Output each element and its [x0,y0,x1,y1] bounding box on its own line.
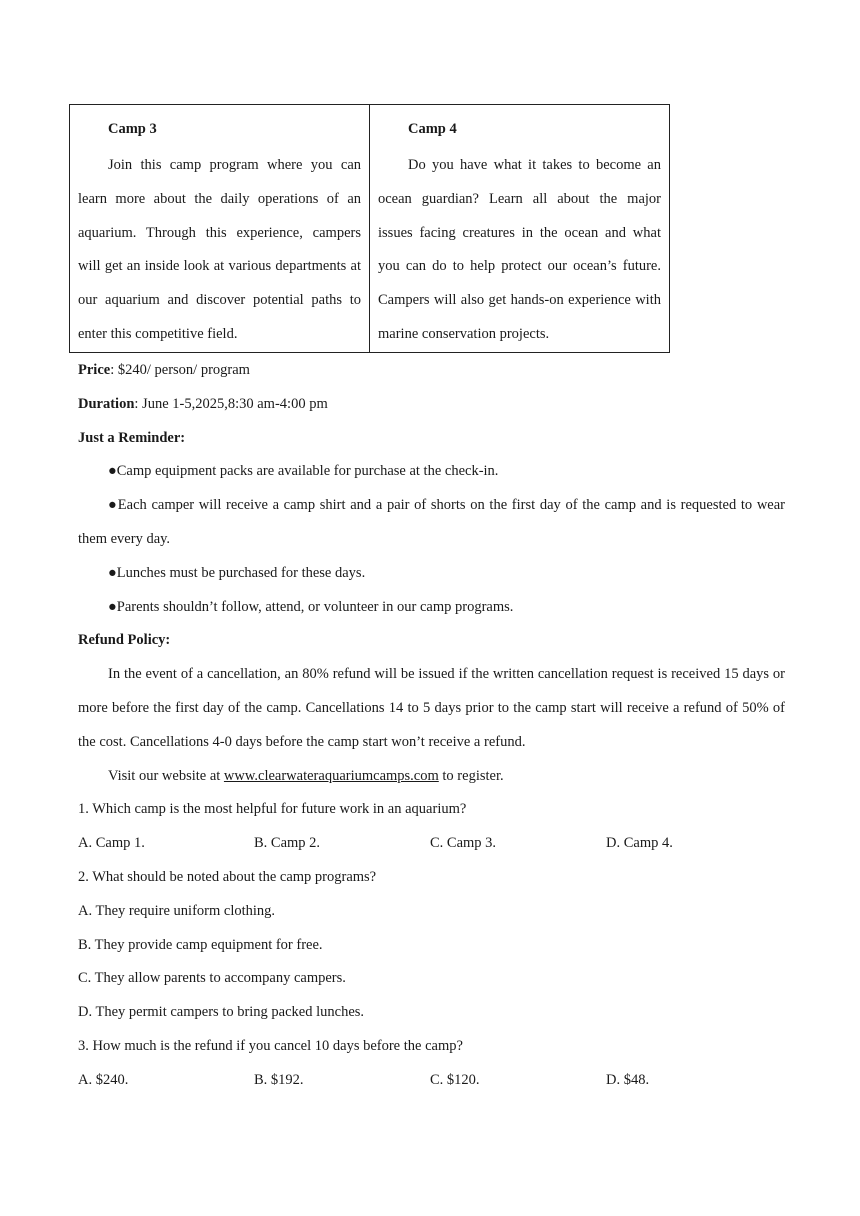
camp-table [69,104,670,353]
document-body [78,354,785,1098]
reminder-item: ●Lunches must be purchased for these days. [108,564,366,581]
option-a: A. $240. [78,1071,129,1088]
duration-label: Duration [78,395,135,412]
duration-value: : June 1-5,2025,8:30 am-4:00 pm [134,395,328,412]
refund-text: In the event of a cancellation, an 80% refund will be issued if the written cancellation request is received 15 days or more before the first day of the camp. Cancellations 14 to 5 days prior to the camp start will receive a refund of 50% of the cost. Cancellations 4-0 days before the camp start won’t receive a refund. [78,666,785,750]
price-line [78,354,785,388]
price-value: : $240/ person/ program [110,362,250,378]
question-1-options [78,827,785,861]
reminder-item: ●Each camper will receive a camp shirt and a pair of shorts on the first day of the camp and is requested to wear them every day. [78,497,785,547]
reminder-heading: Just a Reminder: [78,429,186,446]
option-b: B. $192. [254,1071,304,1088]
visit-text: to register. [438,767,504,784]
reminder-item: ●Camp equipment packs are available for purchase at the check-in. [108,463,499,480]
camp-description: Join this camp program where you can learn more about the daily operations of an aquarium. Through this experience, campers will get an inside look at various departments at our aquarium and discover potential paths to enter this competitive field. [78,157,361,342]
question-1: 1. Which camp is the most helpful for future work in an aquarium? [78,801,467,818]
option-d: D. They permit campers to bring packed lunches. [78,1004,365,1021]
camp-4-cell [370,105,670,353]
website-link[interactable]: www.clearwateraquariumcamps.com [223,767,439,784]
question-3: 3. How much is the refund if you cancel 10 days before the camp? [78,1037,463,1054]
question-2: 2. What should be noted about the camp programs? [78,868,377,885]
reminder-item: ●Parents shouldn’t follow, attend, or volunteer in our camp programs. [108,598,514,615]
camp-3-cell [70,105,370,353]
option-d: D. $48. [606,1071,650,1088]
duration-line [78,388,785,422]
question-3-options [78,1064,785,1098]
option-c: C. They allow parents to accompany campers. [78,970,346,987]
option-c: C. Camp 3. [430,835,497,852]
price-label: Price [78,362,111,378]
camp-description: Do you have what it takes to become an ocean guardian? Learn all about the major issues facing creatures in the ocean and what you can do to help protect our ocean’s future. Campers will also get hands-on experience with marine conservation projects. [378,157,661,342]
option-a: A. Camp 1. [78,835,145,852]
refund-heading: Refund Policy: [78,632,171,649]
visit-text: Visit our website at [108,767,224,784]
option-a: A. They require uniform clothing. [78,902,276,919]
option-b: B. They provide camp equipment for free. [78,936,323,953]
camp-title: Camp 4 [408,121,457,137]
visit-line [78,760,785,794]
option-d: D. Camp 4. [606,835,673,852]
camp-title: Camp 3 [108,121,157,137]
option-c: C. $120. [430,1071,480,1088]
option-b: B. Camp 2. [254,835,321,852]
